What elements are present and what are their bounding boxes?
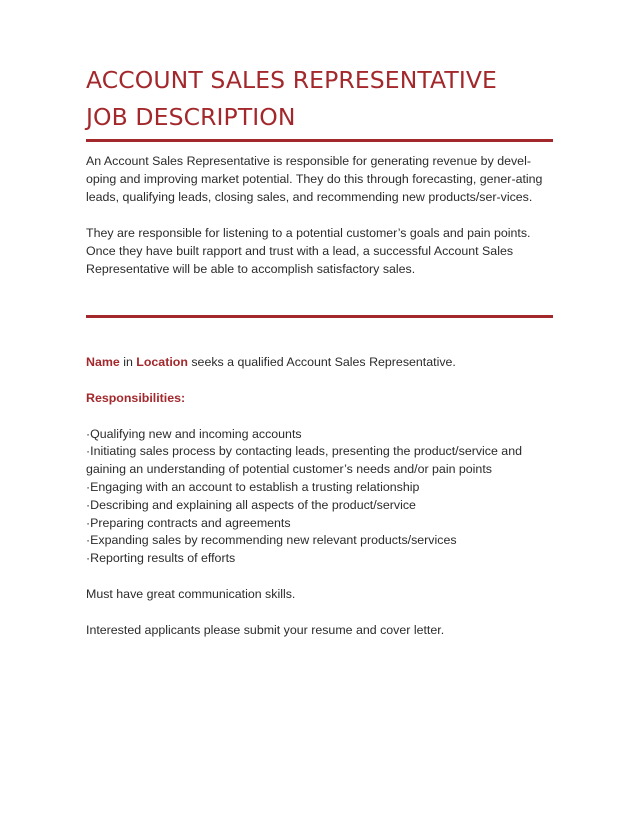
section-divider — [86, 315, 553, 318]
name-placeholder: Name — [86, 355, 120, 369]
list-item: ·Describing and explaining all aspects of the product/service — [86, 497, 416, 512]
list-item: ·Initiating sales process by contacting leads, presenting the product/service and gaining an understanding of potential customer’s needs and/or pain points — [86, 444, 522, 477]
list-item: ·Expanding sales by recommending new relevant products/services — [86, 533, 457, 548]
job-description-page — [86, 62, 556, 640]
title-divider — [86, 139, 553, 142]
posting-statement — [86, 354, 556, 372]
title-line-1: ACCOUNT SALES REPRESENTATIVE — [86, 66, 497, 94]
page-title — [86, 62, 556, 136]
location-placeholder: Location — [136, 355, 188, 369]
intro-section — [86, 152, 556, 278]
requirement-text: Must have great communication skills. — [86, 586, 296, 601]
responsibilities-heading: Responsibilities: — [86, 390, 186, 405]
list-item: ·Reporting results of efforts — [86, 551, 236, 566]
list-item: ·Preparing contracts and agreements — [86, 515, 291, 530]
posting-section — [86, 354, 556, 640]
posting-in: in — [119, 355, 137, 369]
responsibilities-list — [86, 426, 556, 568]
closing-text: Interested applicants please submit your resume and cover letter. — [86, 622, 445, 637]
list-item: ·Qualifying new and incoming accounts — [86, 426, 302, 441]
title-line-2: JOB DESCRIPTION — [86, 103, 296, 131]
intro-paragraph-2: They are responsible for listening to a potential customer’s goals and pain points. Once they have built rapport and trust with a lead, a successful Account Sales Representative will be able to accomplish satisfactory sales. — [86, 226, 531, 276]
intro-paragraph-1: An Account Sales Representative is responsible for generating revenue by devel-oping and improving market potential. They do this through forecasting, gener-ating leads, qualifying leads, closing sales, and recommending new products/ser-vices. — [86, 154, 543, 204]
posting-seeks: seeks a qualified Account Sales Representative. — [187, 355, 456, 369]
list-item: ·Engaging with an account to establish a trusting relationship — [86, 479, 420, 494]
